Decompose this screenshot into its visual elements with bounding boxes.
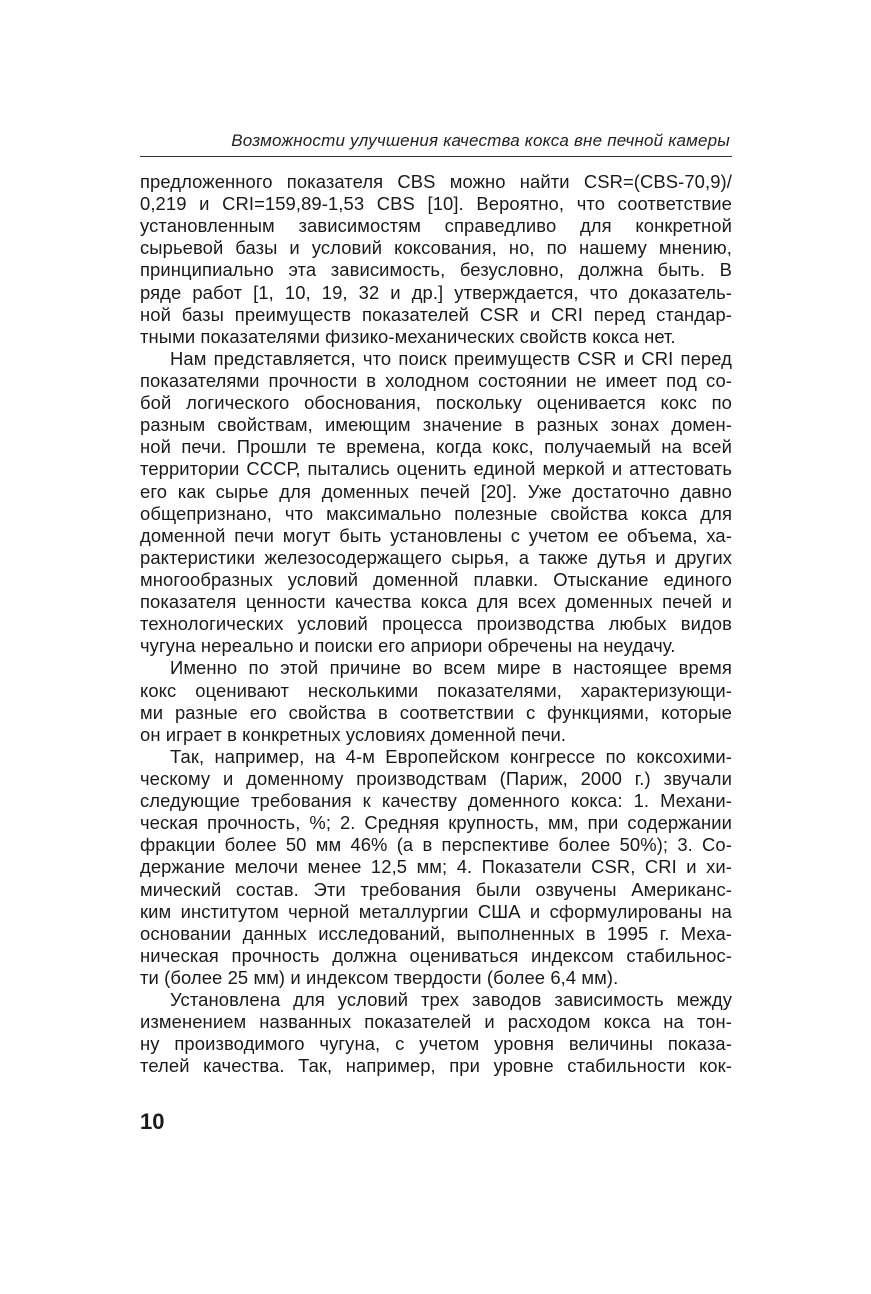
text-line: Установлена для условий трех заводов зависимость между: [170, 989, 732, 1011]
text-line: фракции более 50 мм 46% (а в перспективе более 50%); 3. Со-: [140, 834, 732, 856]
text-line: Так, например, на 4-м Европейском конгрессе по коксохими-: [170, 745, 732, 767]
text-line: бой логического обоснования, поскольку оценивается кокс по: [140, 392, 732, 414]
text-line: основании данных исследований, выполненных в 1995 г. Меха-: [140, 922, 732, 944]
text-line: рактеристики железосодержащего сырья, а также дутья и других: [140, 546, 732, 568]
text-line: территории СССР, пытались оценить единой меркой и аттестовать: [140, 458, 732, 480]
text-line: общепризнано, что максимально полезные свойства кокса для: [140, 502, 732, 524]
text-line: Именно по этой причине во всем мире в настоящее время: [170, 657, 732, 679]
text-line: изменением названных показателей и расходом кокса на тон-: [140, 1011, 732, 1033]
text-line: ной базы преимуществ показателей CSR и CRI перед стандар-: [140, 303, 732, 325]
page-number: 10: [140, 1109, 165, 1134]
text-line: ти (более 25 мм) и индексом твердости (более 6,4 мм).: [140, 966, 619, 988]
header-rule: [140, 156, 732, 157]
text-line: технологических условий процесса производства любых видов: [140, 613, 732, 635]
text-line: держание мелочи менее 12,5 мм; 4. Показатели CSR, CRI и хи-: [140, 856, 732, 878]
text-line: кокс оценивают несколькими показателями, характеризующи-: [140, 679, 732, 701]
text-line: Нам представляется, что поиск преимуществ CSR и CRI перед: [170, 347, 732, 369]
text-line: он играет в конкретных условиях доменной печи.: [140, 723, 567, 745]
text-line: разным свойствам, имеющим значение в разных зонах домен-: [140, 414, 732, 436]
text-line: принципиально эта зависимость, безусловно, должна быть. В: [140, 259, 732, 281]
running-header: Возможности улучшения качества кокса вне печной камеры: [231, 131, 730, 150]
text-line: ну производимого чугуна, с учетом уровня величины показа-: [140, 1033, 732, 1055]
body-text: [140, 171, 732, 1077]
text-line: сырьевой базы и условий коксования, но, по нашему мнению,: [140, 237, 732, 259]
text-line: ной печи. Прошли те времена, когда кокс, получаемый на всей: [140, 436, 732, 458]
text-line: 0,219 и CRI=159,89-1,53 CBS [10]. Вероятно, что соответствие: [140, 193, 732, 215]
text-line: ми разные его свойства в соответствии с функциями, которые: [140, 701, 732, 723]
text-line: предложенного показателя CBS можно найти CSR=(CBS-70,9)/: [140, 171, 732, 192]
text-line: тными показателями физико-механических свойств кокса нет.: [140, 325, 676, 347]
text-line: ническая прочность должна оцениваться индексом стабильнос-: [140, 944, 732, 966]
text-line: показателями прочности в холодном состоянии не имеет под со-: [140, 369, 732, 391]
text-line: ческая прочность, %; 2. Средняя крупность, мм, при содержании: [140, 812, 732, 834]
text-line: мический состав. Эти требования были озвучены Американс-: [140, 878, 732, 900]
text-line: ческому и доменному производствам (Париж, 2000 г.) звучали: [140, 767, 732, 789]
text-line: установленным зависимостям справедливо для конкретной: [140, 215, 732, 237]
text-line: ким институтом черной металлургии США и сформулированы на: [140, 900, 732, 922]
text-line: следующие требования к качеству доменного кокса: 1. Механи-: [140, 790, 732, 812]
text-line: чугуна нереально и поиски его априори обречены на неудачу.: [140, 635, 676, 657]
text-line: ряде работ [1, 10, 19, 32 и др.] утверждается, что доказатель-: [140, 281, 732, 303]
text-line: телей качества. Так, например, при уровне стабильности кок-: [140, 1055, 732, 1077]
text-line: показателя ценности качества кокса для всех доменных печей и: [140, 591, 732, 613]
text-line: его как сырье для доменных печей [20]. Уже достаточно давно: [140, 480, 732, 502]
text-line: доменной печи могут быть установлены с учетом ее объема, ха-: [140, 524, 732, 546]
text-line: многообразных условий доменной плавки. Отыскание единого: [140, 568, 732, 590]
